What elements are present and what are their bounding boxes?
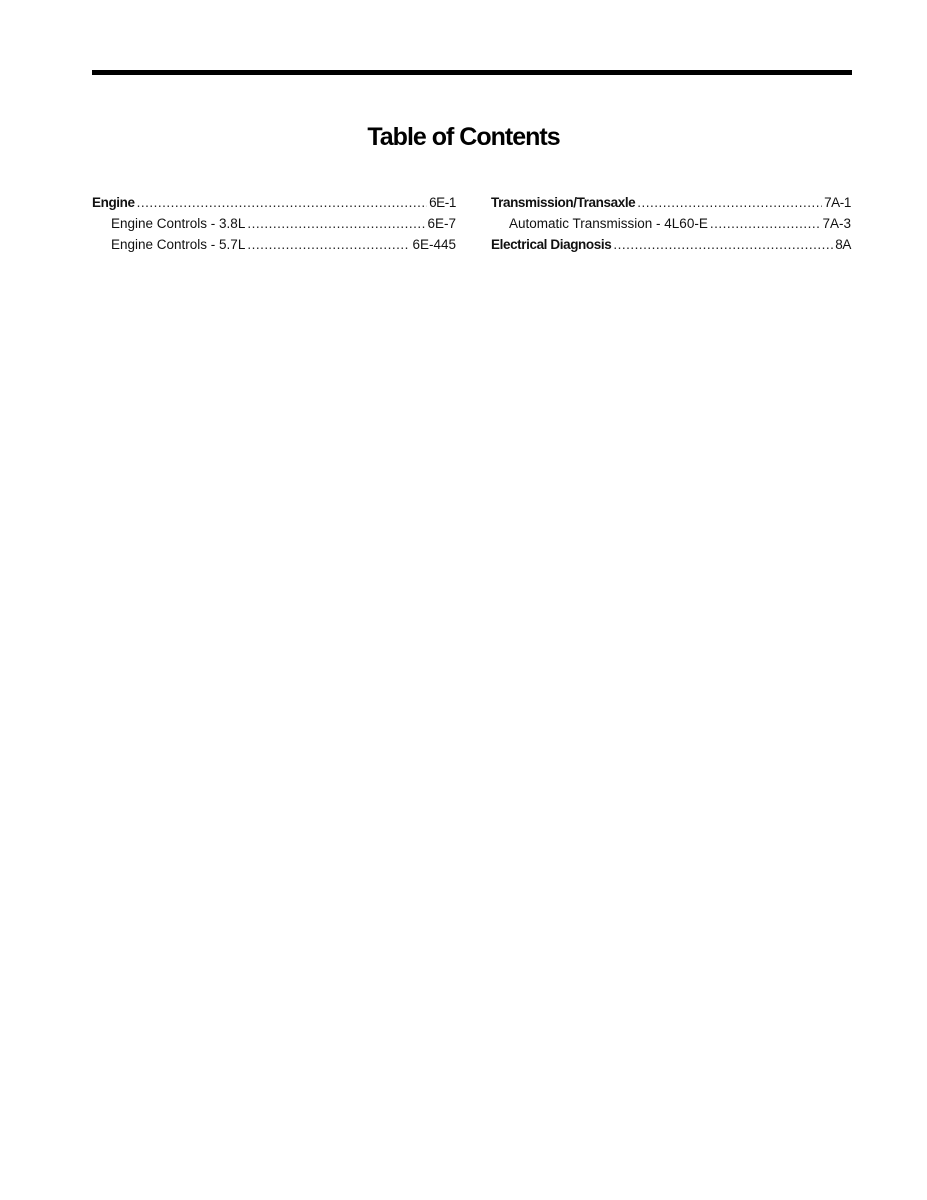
- toc-dot-leader: [137, 192, 427, 213]
- toc-page-number: 6E-445: [412, 237, 456, 252]
- toc-entry-engine-controls-3-8l[interactable]: [92, 213, 456, 234]
- toc-entry-automatic-transmission-4l60-e[interactable]: [491, 213, 851, 234]
- toc-page-number: 6E-7: [427, 216, 456, 231]
- toc-dot-leader: [613, 234, 833, 255]
- top-rule: [92, 70, 852, 75]
- page-title: Table of Contents: [367, 123, 560, 151]
- toc-entry-label: Engine: [92, 195, 135, 210]
- toc-left-column: [92, 192, 456, 255]
- toc-entry-transmission-transaxle[interactable]: [491, 192, 851, 213]
- toc-page-number: 7A-3: [822, 216, 851, 231]
- toc-page-number: 8A: [835, 237, 851, 252]
- toc-entry-engine-controls-5-7l[interactable]: [92, 234, 456, 255]
- toc-right-column: [491, 192, 851, 255]
- toc-dot-leader: [710, 213, 821, 234]
- toc-entry-engine[interactable]: [92, 192, 456, 213]
- toc-page-number: 6E-1: [429, 195, 456, 210]
- toc-entry-electrical-diagnosis[interactable]: [491, 234, 851, 255]
- toc-dot-leader: [247, 234, 410, 255]
- toc-entry-label: Automatic Transmission - 4L60-E: [509, 216, 708, 231]
- toc-dot-leader: [637, 192, 822, 213]
- toc-entry-label: Electrical Diagnosis: [491, 237, 612, 252]
- toc-page-number: 7A-1: [824, 195, 851, 210]
- toc-entry-label: Engine Controls - 3.8L: [111, 216, 246, 231]
- toc-dot-leader: [247, 213, 425, 234]
- toc-entry-label: Transmission/Transaxle: [491, 195, 636, 210]
- toc-entry-label: Engine Controls - 5.7L: [111, 237, 246, 252]
